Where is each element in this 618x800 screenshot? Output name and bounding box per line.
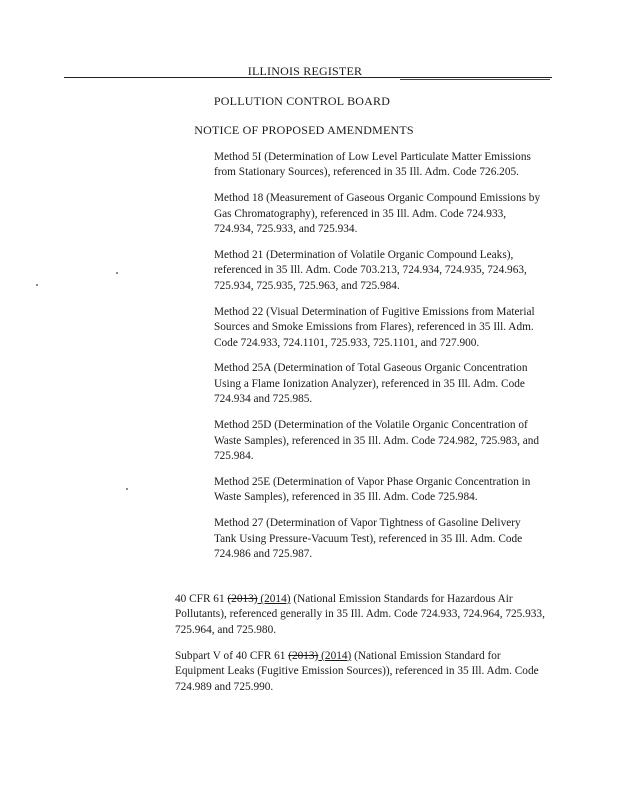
subpart-v-prefix: Subpart V of 40 CFR 61 — [175, 649, 289, 662]
cfr61-inserted-year: (2014) — [257, 593, 291, 605]
method-5i: Method 5I (Determination of Low Level Particulate Matter Emissions from Stationary Sources), referenced in 35 Ill. Adm. Code 726.205. — [214, 151, 531, 179]
methods-list — [214, 150, 544, 573]
register-title: ILLINOIS REGISTER — [247, 64, 363, 78]
method-25e: Method 25E (Determination of Vapor Phase Organic Concentration in Waste Samples), referenced in 35 Ill. Adm. Code 725.984. — [214, 475, 531, 504]
scan-speck — [36, 284, 38, 286]
cfr61-prefix: 40 CFR 61 — [175, 593, 228, 605]
notice-heading: NOTICE OF PROPOSED AMENDMENTS — [194, 123, 414, 137]
board-name: POLLUTION CONTROL BOARD — [213, 94, 391, 108]
scan-speck — [116, 272, 118, 274]
cfr-references — [175, 592, 545, 705]
method-25a: Method 25A (Determination of Total Gaseous Organic Concentration Using a Flame Ionization Analyzer), referenced in 35 Ill. Adm. Code 724.934 and 725.985. — [214, 362, 528, 406]
subpart-v-struck-year: (2013) — [288, 649, 319, 662]
cfr61-reference — [175, 592, 545, 638]
cfr61-rest: (National Emission Standards for Hazardous Air Pollutants), referenced generally in 35 Ill. Adm. Code 724.933, 724.964, 725.933, 725.964, and 725.980. — [175, 593, 545, 636]
method-18: Method 18 (Measurement of Gaseous Organic Compound Emissions by Gas Chromatography), referenced in 35 Ill. Adm. Code 724.933, 724.934, 725.933, and 725.934. — [214, 192, 541, 236]
method-21: Method 21 (Determination of Volatile Organic Compound Leaks), referenced in 35 Ill. Adm. Code 703.213, 724.934, 724.935, 724.963, 725.934, 725.935, 725.963, and 725.984. — [214, 249, 527, 292]
method-27: Method 27 (Determination of Vapor Tightness of Gasoline Delivery Tank Using Pressure-Vacuum Test), referenced in 35 Ill. Adm. Code 724.986 and 725.987. — [214, 517, 523, 561]
method-25d: Method 25D (Determination of the Volatile Organic Concentration of Waste Samples), referenced in 35 Ill. Adm. Code 724.982, 725.983, and 725.984. — [214, 419, 540, 462]
cfr61-struck-year: (2013) — [227, 593, 258, 605]
subpart-v-inserted-year: (2014) — [318, 649, 352, 662]
header-rule-secondary — [400, 79, 550, 80]
subpart-v-rest: (National Emission Standard for Equipment Leaks (Fugitive Emission Sources)), referenced in 35 Ill. Adm. Code 724.989 and 725.990. — [175, 649, 539, 693]
scan-speck — [126, 488, 128, 490]
subpart-v-reference — [175, 649, 545, 695]
method-22: Method 22 (Visual Determination of Fugitive Emissions from Material Sources and Smoke Emissions from Flares), referenced in 35 Ill. Adm. Code 724.933, 724.1101, 725.933, 725.1101, and 727.900. — [214, 305, 535, 349]
